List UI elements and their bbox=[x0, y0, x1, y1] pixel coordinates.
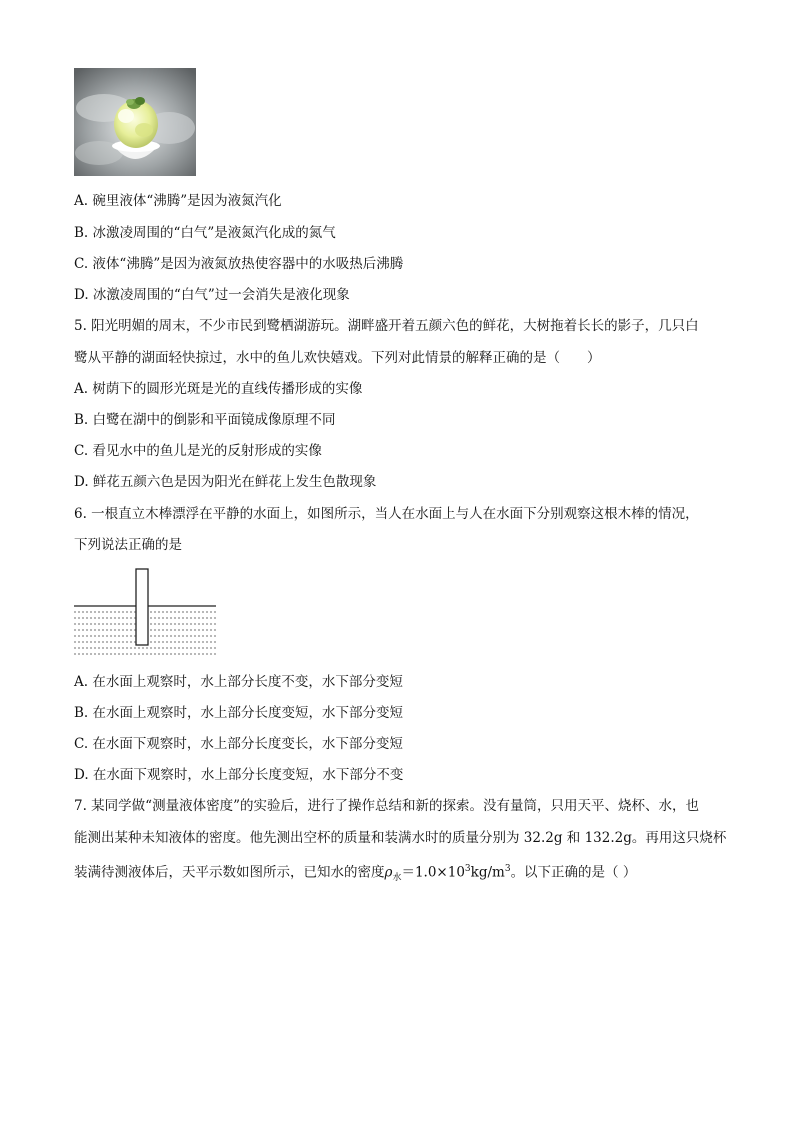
wooden-stick bbox=[136, 569, 148, 645]
q6-option-c: C. 在水面下观察时，水上部分长度变长，水下部分变短 bbox=[74, 736, 403, 752]
q5-stem-line-1: 5. 阳光明媚的周末，不少市民到鹭栖湖游玩。湖畔盛开着五颜六色的鲜花，大树拖着长长的影子，几只白 bbox=[74, 318, 699, 334]
q6-option-b: B. 在水面上观察时，水上部分长度变短，水下部分变短 bbox=[74, 705, 404, 721]
q4-option-d: D. 冰激凌周围的“白气”过一会消失是液化现象 bbox=[74, 287, 350, 303]
q7-stem-line-2: 能测出某种未知液体的密度。他先测出空杯的质量和装满水时的质量分别为 32.2g 和 132.2g。再用这只烧杯 bbox=[74, 830, 727, 846]
q7-stem-line-1: 7. 某同学做“测量液体密度”的实验后，进行了操作总结和新的探索。没有量筒，只用天平、烧杯、水，也 bbox=[74, 798, 699, 814]
q5-option-d: D. 鲜花五颜六色是因为阳光在鲜花上发生色散现象 bbox=[74, 474, 377, 490]
q4-option-a: A. 碗里液体“沸腾”是因为液氮汽化 bbox=[74, 193, 282, 209]
q6-option-a: A. 在水面上观察时，水上部分长度不变，水下部分变短 bbox=[74, 674, 403, 690]
rho-subscript: 水 bbox=[392, 873, 402, 884]
ice-cream-photo bbox=[74, 68, 196, 176]
q7-stem-line-3: 装满待测液体后，天平示数如图所示，已知水的密度$\rho_水=1.0\times 10^3kg/m^3$。以下正确的是（ ） bbox=[74, 864, 637, 884]
floating-stick-diagram bbox=[74, 566, 220, 662]
q5-option-a: A. 树荫下的圆形光斑是光的直线传播形成的实像 bbox=[74, 381, 363, 397]
q6-option-d: D. 在水面下观察时，水上部分长度变短，水下部分不变 bbox=[74, 767, 404, 783]
q6-stem-line-2: 下列说法正确的是 bbox=[74, 537, 182, 553]
rho-symbol: ρ bbox=[384, 864, 393, 881]
q5-stem-line-2: 鹭从平静的湖面轻快掠过，水中的鱼儿欢快嬉戏。下列对此情景的解释正确的是（ ） bbox=[74, 350, 601, 366]
q4-option-c: C. 液体“沸腾”是因为液氮放热使容器中的水吸热后沸腾 bbox=[74, 256, 404, 272]
q5-option-c: C. 看见水中的鱼儿是光的反射形成的实像 bbox=[74, 443, 322, 459]
q6-stem-line-1: 6. 一根直立木棒漂浮在平静的水面上，如图所示，当人在水面上与人在水面下分别观察这根木棒的情况， bbox=[74, 506, 699, 522]
q5-option-b: B. 白鹭在湖中的倒影和平面镜成像原理不同 bbox=[74, 412, 336, 428]
q4-option-b: B. 冰激凌周围的“白气”是液氮汽化成的氮气 bbox=[74, 225, 336, 241]
